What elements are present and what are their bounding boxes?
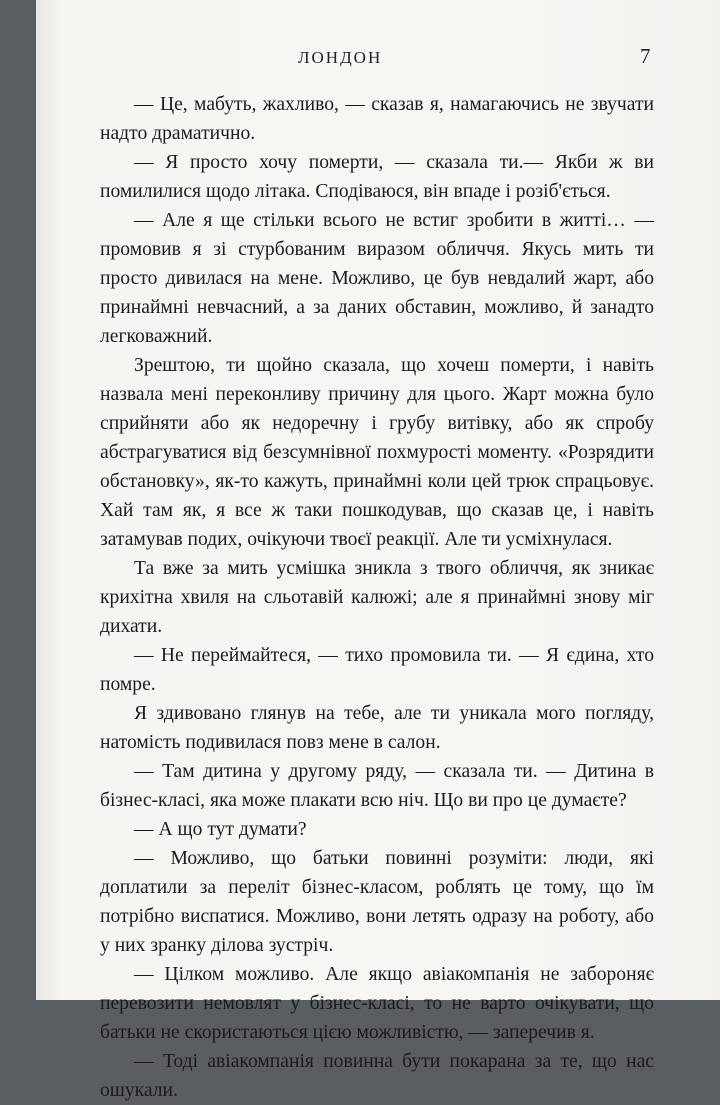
paragraph: Зрештою, ти щойно сказала, що хочеш померти, і навіть назвала мені переконливу причину для цього. Жарт можна було сприйняти або як недоречну і грубу витівку, або як спробу абстрагуватися від безсумнівної похмурості моменту. «Розрядити обстановку», як-то кажуть, принаймні коли цей трюк спрацьовує. Хай там як, я все ж таки пошкодував, що сказав це, і навіть затамував подих, очікуючи твоєї реакції. Але ти усміхнулася. <box>100 355 654 550</box>
book-page <box>36 0 720 1101</box>
body-text <box>100 90 654 1105</box>
running-title: ЛОНДОН <box>298 48 383 67</box>
paragraph: Я здивовано глянув на тебе, але ти уникала мого погляду, натомість подивилася повз мене в салон. <box>100 703 654 753</box>
page-number: 7 <box>640 44 651 68</box>
paragraph: — Цілком можливо. Але якщо авіакомпанія не забороняє перевозити немовлят у бізнес-класі, то не варто очікувати, що батьки не скористаються цією можливістю, — заперечив я. <box>100 964 654 1043</box>
paragraph: Та вже за мить усмішка зникла з твого обличчя, як зникає крихітна хвиля на сльотавій калюжі; але я принаймні знову міг дихати. <box>100 558 654 637</box>
paragraph: — Можливо, що батьки повинні розуміти: люди, які доплатили за переліт бізнес-класом, роблять це тому, що їм потрібно виспатися. Можливо, вони летять одразу на роботу, або у них зранку ділова зустріч. <box>100 848 654 956</box>
paragraph: — Тоді авіакомпанія повинна бути покарана за те, що нас ошукали. <box>100 1051 654 1101</box>
paragraph: — Я просто хочу померти, — сказала ти.— Якби ж ви помилилися щодо літака. Сподіваюся, він впаде і розіб'ється. <box>100 152 654 202</box>
paragraph: — Там дитина у другому ряду, — сказала ти. — Дитина в бізнес-класі, яка може плакати всю ніч. Що ви про це думаєте? <box>100 761 654 811</box>
paragraph: — Це, мабуть, жахливо, — сказав я, намагаючись не звучати надто драматично. <box>100 94 654 144</box>
paragraph: — А що тут думати? <box>134 819 307 840</box>
paragraph: — Не переймайтеся, — тихо промовила ти. — Я єдина, хто помре. <box>100 645 654 695</box>
paragraph: — Але я ще стільки всього не встиг зробити в житті… — промовив я зі стурбованим виразом обличчя. Якусь мить ти просто дивилася на мене. Можливо, це був невдалий жарт, або принаймні невчасний, а за даних обставин, можливо, й занадто легковажний. <box>100 210 654 347</box>
